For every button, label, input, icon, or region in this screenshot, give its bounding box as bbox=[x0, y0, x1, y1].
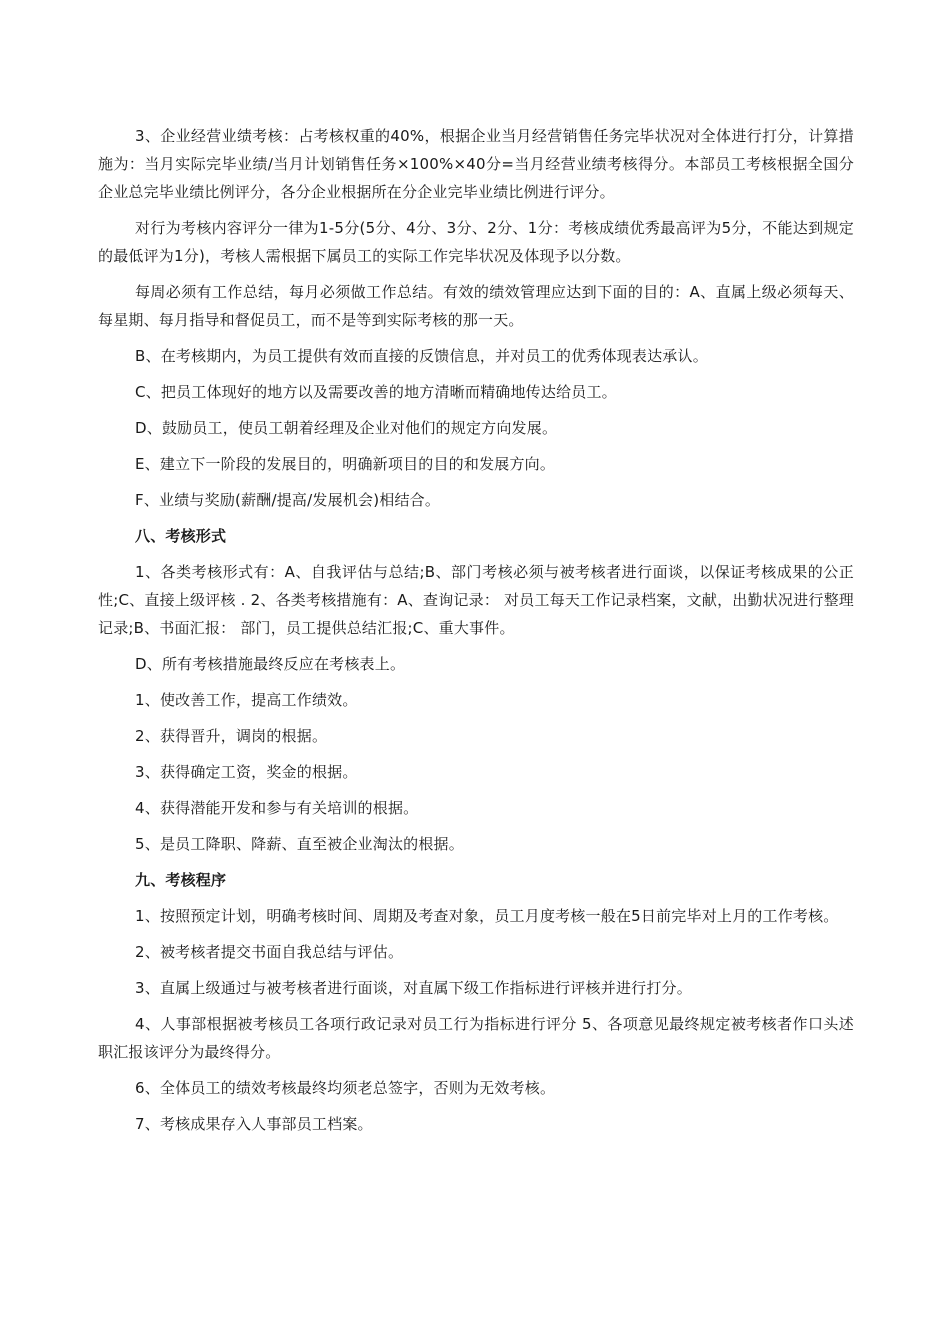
list-item-procedure-6: 6、全体员工的绩效考核最终均须老总签字，否则为无效考核。 bbox=[135, 1079, 556, 1097]
paragraph-assessment-forms: 1、各类考核形式有：A、自我评估与总结;B、部门考核必须与被考核者进行面谈，以保证考核成果的公正性;C、直接上级评核 . 2、各类考核措施有：A、查询记录： 对员工每天工作记录档案，文献，出勤状况进行整理记录;B、书面汇报： 部门，员工提供总结汇报;C、重大事件。 bbox=[98, 563, 854, 637]
list-item-procedure-3: 3、直属上级通过与被考核者进行面谈，对直属下级工作指标进行评核并进行打分。 bbox=[135, 979, 692, 997]
paragraph-assessment-table: D、所有考核措施最终反应在考核表上。 bbox=[135, 655, 406, 673]
paragraph-item-b: B、在考核期内，为员工提供有效而直接的反馈信息，并对员工的优秀体现表达承认。 bbox=[135, 347, 708, 365]
list-item-purpose-5: 5、是员工降职、降薪、直至被企业淘汰的根据。 bbox=[135, 835, 464, 853]
list-item-procedure-4: 4、人事部根据被考核员工各项行政记录对员工行为指标进行评分 5、各项意见最终规定被考核者作口头述职汇报该评分为最终得分。 bbox=[98, 1015, 854, 1061]
paragraph-item-f: F、业绩与奖励(薪酬/提高/发展机会)相结合。 bbox=[135, 491, 441, 509]
paragraph-item-c: C、把员工体现好的地方以及需要改善的地方清晰而精确地传达给员工。 bbox=[135, 383, 617, 401]
list-item-purpose-1: 1、使改善工作，提高工作绩效。 bbox=[135, 691, 358, 709]
list-item-procedure-7: 7、考核成果存入人事部员工档案。 bbox=[135, 1115, 373, 1133]
document-page bbox=[98, 122, 854, 1146]
paragraph-performance-assessment: 3、企业经营业绩考核：占考核权重的40%，根据企业当月经营销售任务完毕状况对全体进行打分，计算措施为：当月实际完毕业绩/当月计划销售任务×100%×40分=当月经营业绩考核得分。本部员工考核根据全国分企业总完毕业绩比例评分，各分企业根据所在分企业完毕业绩比例进行评分。 bbox=[98, 127, 854, 201]
section-heading-assessment-form: 八、考核形式 bbox=[135, 527, 227, 545]
list-item-purpose-3: 3、获得确定工资，奖金的根据。 bbox=[135, 763, 358, 781]
section-heading-assessment-procedure: 九、考核程序 bbox=[135, 871, 227, 889]
list-item-procedure-2: 2、被考核者提交书面自我总结与评估。 bbox=[135, 943, 404, 961]
list-item-purpose-2: 2、获得晋升，调岗的根据。 bbox=[135, 727, 328, 745]
list-item-procedure-1: 1、按照预定计划，明确考核时间、周期及考查对象，员工月度考核一般在5日前完毕对上月的工作考核。 bbox=[135, 907, 839, 925]
paragraph-item-e: E、建立下一阶段的发展目的，明确新项目的目的和发展方向。 bbox=[135, 455, 556, 473]
paragraph-behavior-scoring: 对行为考核内容评分一律为1-5分(5分、4分、3分、2分、1分：考核成绩优秀最高评为5分，不能达到规定的最低评为1分)，考核人需根据下属员工的实际工作完毕状况及体现予以分数。 bbox=[98, 219, 854, 265]
paragraph-work-summary: 每周必须有工作总结，每月必须做工作总结。有效的绩效管理应达到下面的目的：A、直属上级必须每天、每星期、每月指导和督促员工，而不是等到实际考核的那一天。 bbox=[98, 283, 854, 329]
paragraph-item-d: D、鼓励员工，使员工朝着经理及企业对他们的规定方向发展。 bbox=[135, 419, 558, 437]
list-item-purpose-4: 4、获得潜能开发和参与有关培训的根据。 bbox=[135, 799, 419, 817]
